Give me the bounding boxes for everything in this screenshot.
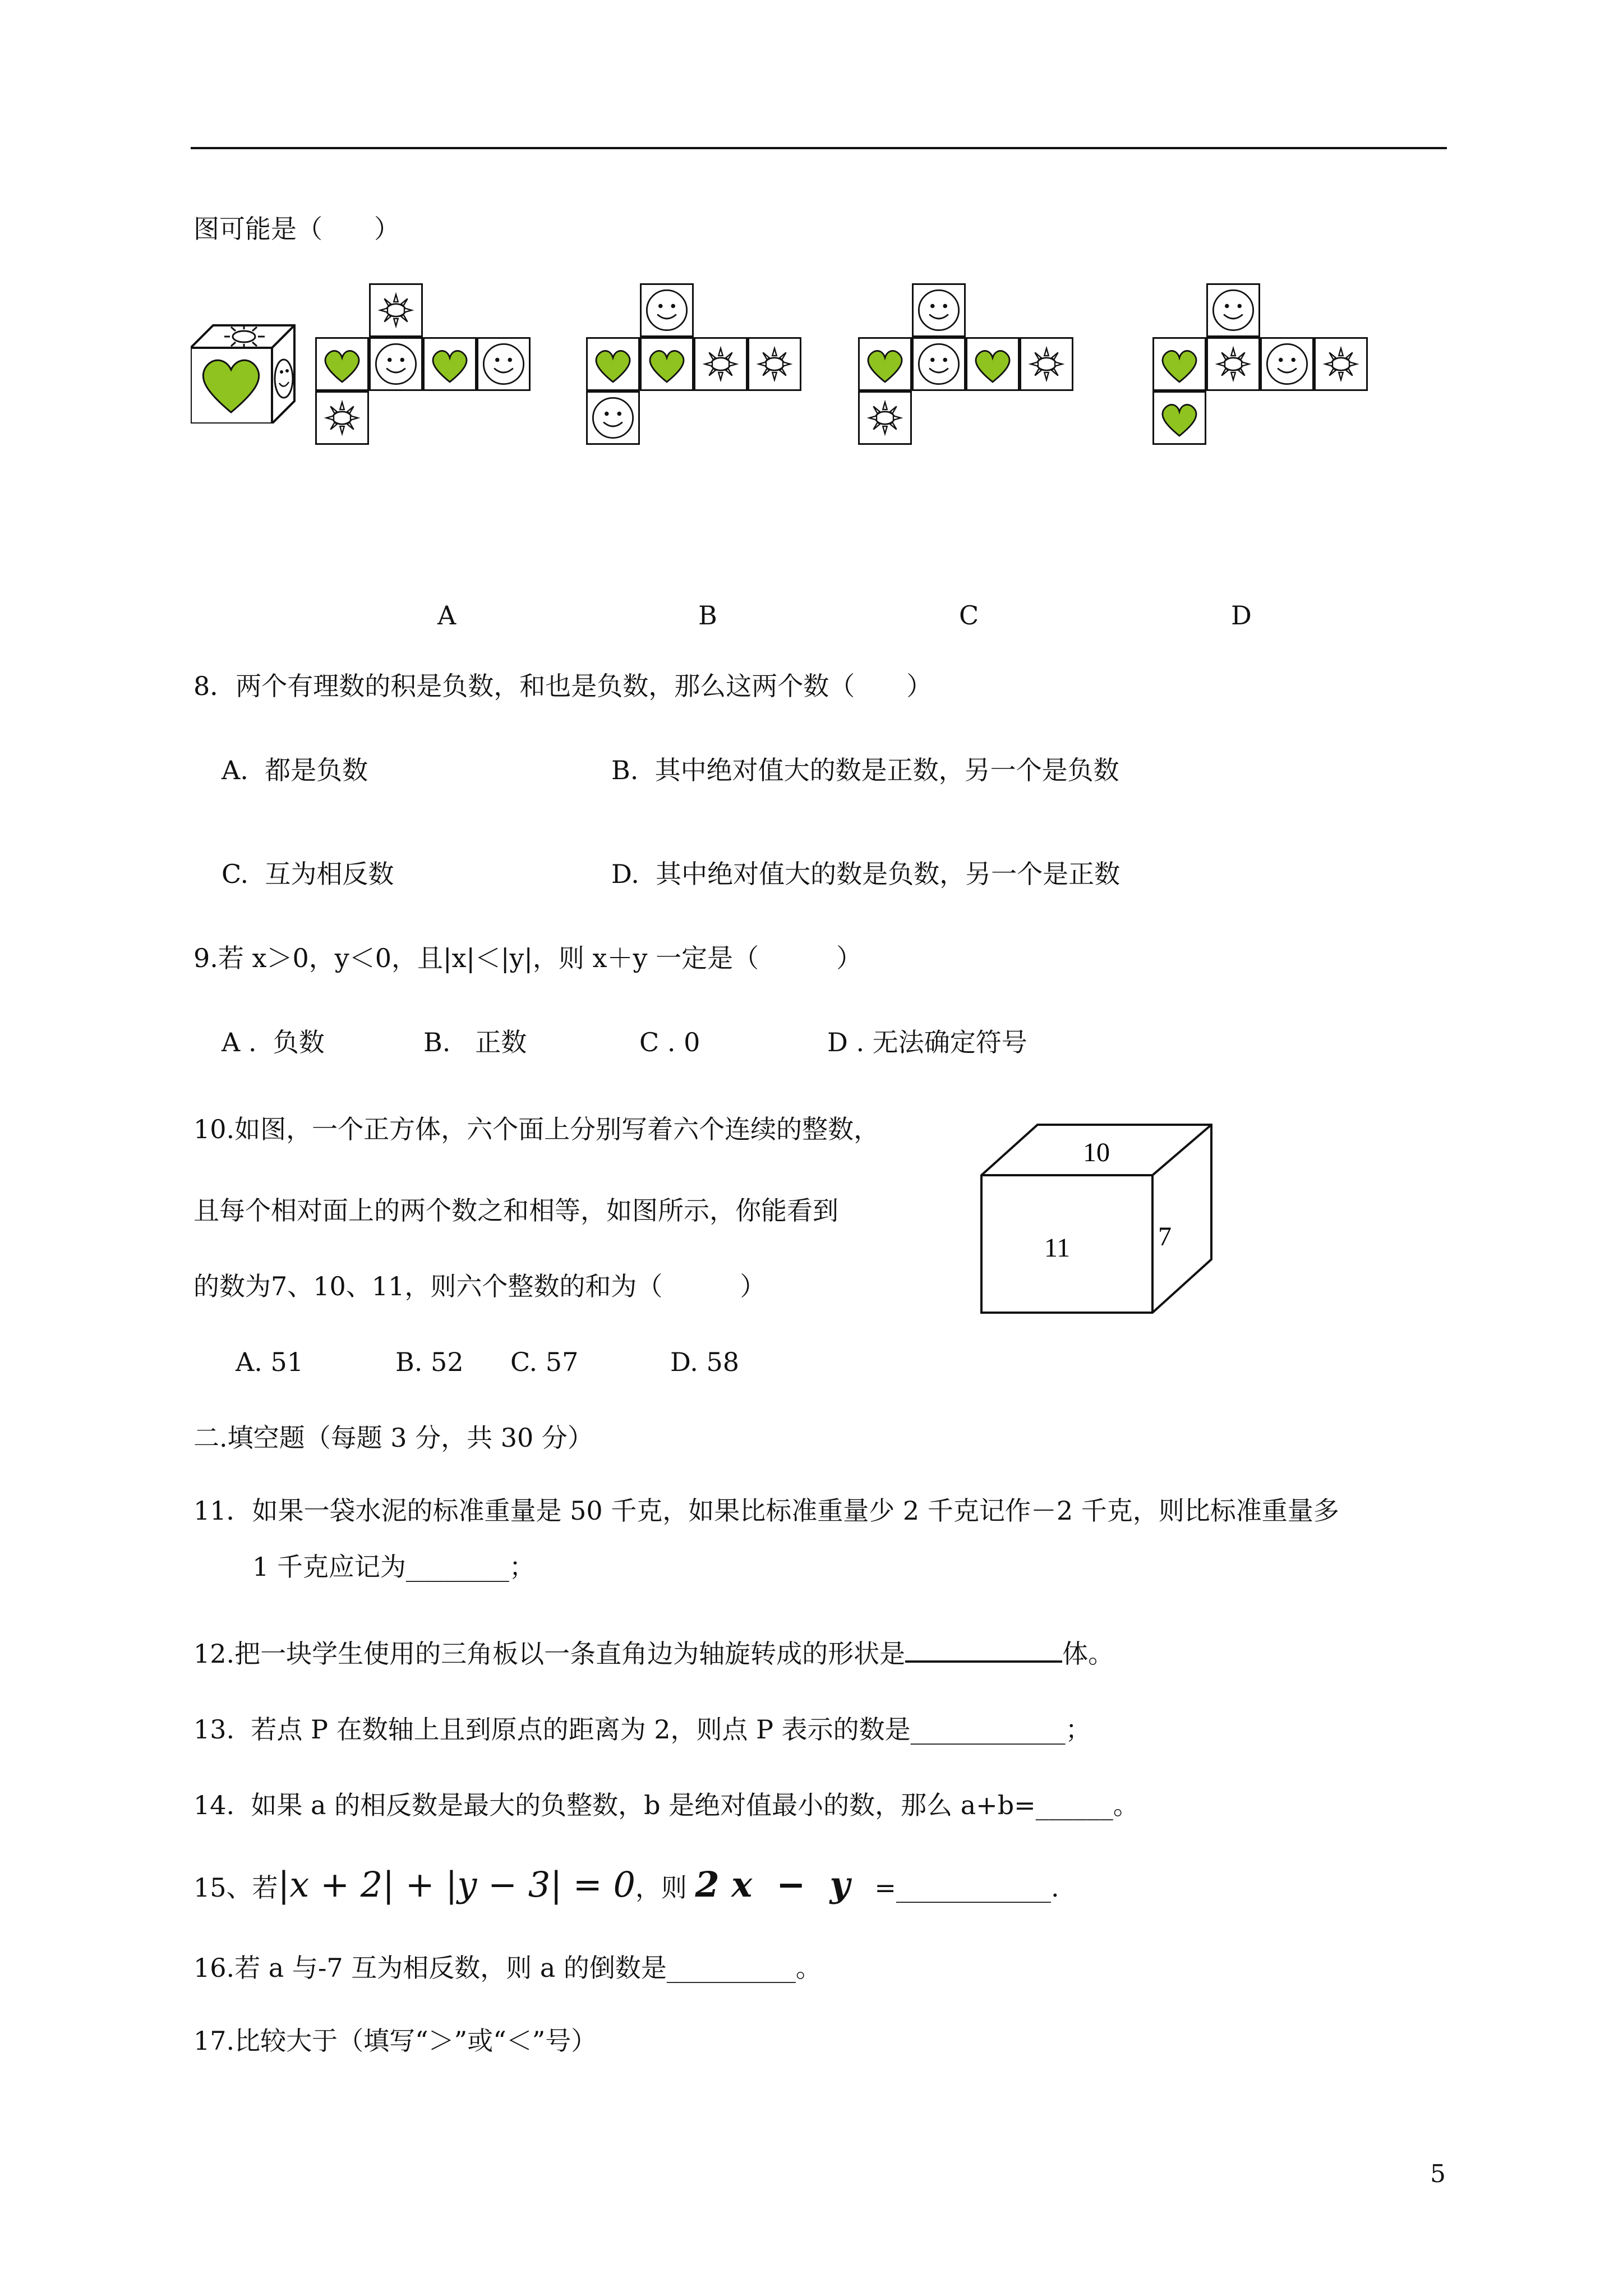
heart-icon <box>1152 337 1206 391</box>
q15-expression: 2 x − y <box>695 1864 850 1905</box>
page-number: 5 <box>1430 2160 1446 2188</box>
q15-mid: ，则 <box>635 1872 687 1903</box>
q10-option-a[interactable]: A. 51 <box>236 1347 303 1377</box>
smile-icon <box>1260 337 1314 391</box>
q16[interactable]: 16.若 a 与-7 互为相反数，则 a 的倒数是__________。 <box>193 1953 822 1983</box>
q10-option-d[interactable]: D. 58 <box>670 1347 740 1377</box>
q10-line-3: 的数为7、10、11，则六个整数的和为（ ） <box>193 1271 766 1301</box>
smile-icon <box>912 283 966 337</box>
sun-icon <box>1206 337 1260 391</box>
sun-icon <box>369 283 423 337</box>
sun-icon <box>858 391 912 445</box>
smile-icon <box>477 337 531 391</box>
q12-answer-blank[interactable] <box>905 1638 1062 1663</box>
q8-option-d[interactable]: D. 其中绝对值大的数是负数，另一个是正数 <box>611 859 1121 889</box>
q7-stem-tail: 图可能是（ ） <box>193 214 400 244</box>
heart-icon <box>586 337 640 391</box>
q7-option-a-label[interactable]: A <box>437 600 457 631</box>
q7-option-c-label[interactable]: C <box>959 600 979 631</box>
cube-front-number: 11 <box>1044 1233 1071 1263</box>
sun-icon <box>748 337 801 391</box>
q12-text-end: 体。 <box>1062 1639 1114 1669</box>
sun-icon <box>1020 337 1073 391</box>
heart-icon <box>423 337 477 391</box>
q15-equation: |x + 2| + |y − 3| = 0 <box>278 1864 635 1905</box>
smile-icon <box>912 337 966 391</box>
q9-option-a[interactable]: A . 负数 <box>222 1027 325 1057</box>
q10-line-1: 10.如图，一个正方体，六个面上分别写着六个连续的整数， <box>193 1114 880 1144</box>
q8-option-a[interactable]: A. 都是负数 <box>222 755 368 785</box>
q8-option-c[interactable]: C. 互为相反数 <box>222 859 394 889</box>
q15-prefix: 15、若 <box>193 1872 278 1903</box>
q15-answer-blank[interactable]: =____________. <box>874 1872 1059 1903</box>
q11-line-1: 11．如果一袋水泥的标准重量是 50 千克，如果比标准重量少 2 千克记作－2 千克，则比标准重量多 <box>193 1496 1339 1526</box>
q10-option-c[interactable]: C. 57 <box>510 1347 579 1377</box>
q12 <box>193 1638 1114 1669</box>
q9-option-b[interactable]: B. 正数 <box>423 1027 527 1057</box>
sun-icon <box>694 337 748 391</box>
q7-option-d-label[interactable]: D <box>1231 600 1252 631</box>
q15 <box>193 1862 1059 1910</box>
q9-option-d[interactable]: D . 无法确定符号 <box>827 1027 1027 1057</box>
section-2-heading: 二.填空题（每题 3 分，共 30 分） <box>193 1423 593 1453</box>
q10-option-b[interactable]: B. 52 <box>395 1347 464 1377</box>
cube-smile-icon <box>275 360 293 398</box>
heart-icon <box>966 337 1020 391</box>
heart-icon <box>858 337 912 391</box>
q8-option-b[interactable]: B. 其中绝对值大的数是正数，另一个是负数 <box>611 755 1119 785</box>
cube-right-number: 7 <box>1158 1222 1172 1251</box>
q17: 17.比较大于（填写“＞”或“＜”号） <box>193 2026 597 2056</box>
heart-icon <box>315 337 369 391</box>
sun-icon <box>315 391 369 445</box>
q8-stem: 8．两个有理数的积是负数，和也是负数，那么这两个数（ ） <box>193 671 933 701</box>
q9-stem: 9.若 x＞0，y＜0，且|x|＜|y|，则 x＋y 一定是（ ） <box>193 943 863 973</box>
q13[interactable]: 13. 若点 P 在数轴上且到原点的距离为 2，则点 P 表示的数是____________； <box>193 1714 1091 1745</box>
heart-icon <box>1152 391 1206 445</box>
smile-icon <box>1206 283 1260 337</box>
cube-top-number: 10 <box>1083 1138 1110 1167</box>
q7-option-b-label[interactable]: B <box>698 600 717 631</box>
sun-icon <box>1314 337 1368 391</box>
cube-sun-icon <box>233 331 255 342</box>
header-rule <box>191 147 1447 149</box>
q11-line-2[interactable]: 1 千克应记为________； <box>252 1552 535 1582</box>
q9-option-c[interactable]: C . 0 <box>639 1027 700 1057</box>
smile-icon <box>586 391 640 445</box>
q14[interactable]: 14. 如果 a 的相反数是最大的负整数，b 是绝对值最小的数，那么 a+b=______。 <box>193 1790 1139 1820</box>
heart-icon <box>640 337 694 391</box>
q7-cube-figure <box>191 323 297 424</box>
q12-text: 12.把一块学生使用的三角板以一条直角边为轴旋转成的形状是 <box>193 1639 906 1669</box>
q10-cube-figure <box>979 1122 1217 1318</box>
smile-icon <box>640 283 694 337</box>
q10-line-2: 且每个相对面上的两个数之和相等，如图所示，你能看到 <box>193 1195 838 1226</box>
smile-icon <box>369 337 423 391</box>
